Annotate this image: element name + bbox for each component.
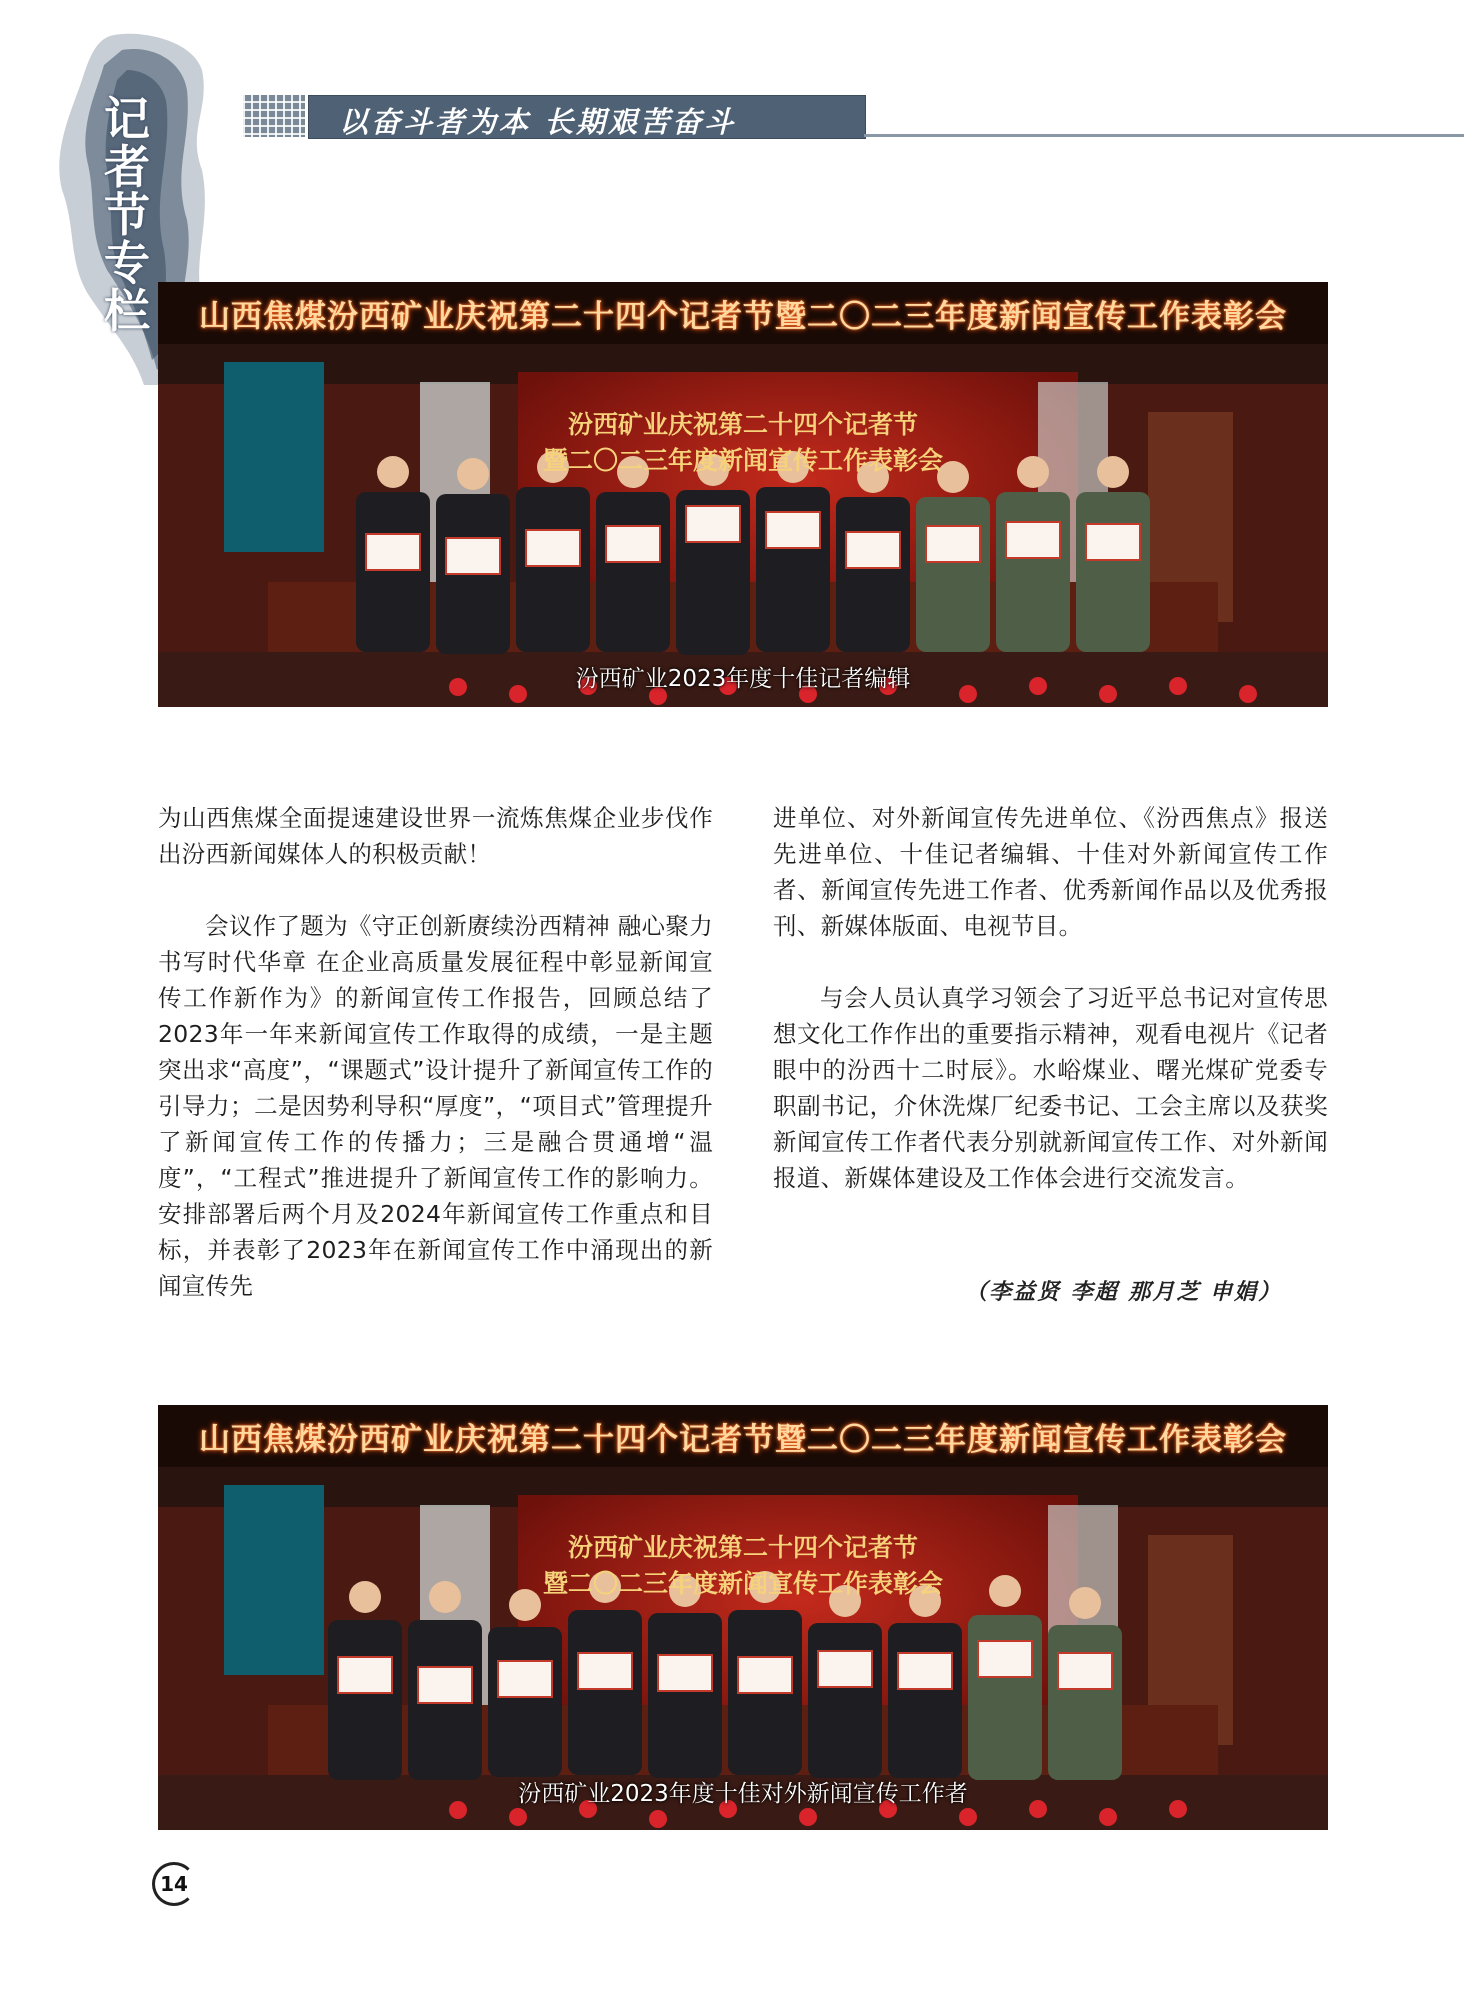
header-grid-decoration bbox=[243, 95, 305, 137]
event-photo-2 bbox=[158, 1405, 1328, 1830]
page-number: 14 bbox=[152, 1862, 196, 1906]
article-column-right bbox=[773, 800, 1328, 1196]
event-photo-2-scene bbox=[158, 1405, 1328, 1830]
column-label-char: 者 bbox=[104, 140, 150, 194]
event-photo-1 bbox=[158, 282, 1328, 707]
column-label-char: 栏 bbox=[104, 284, 150, 338]
slogan-bar bbox=[308, 95, 866, 139]
column-label-char: 记 bbox=[104, 92, 150, 146]
column-label-char: 节 bbox=[104, 188, 150, 242]
led-banner-text: 山西焦煤汾西矿业庆祝第二十四个记者节暨二〇二三年度新闻宣传工作表彰会 bbox=[199, 298, 1287, 335]
column-label-char: 专 bbox=[104, 236, 150, 290]
article-paragraph: 进单位、对外新闻宣传先进单位、《汾西焦点》报送先进单位、十佳记者编辑、十佳对外新闻宣传工作者、新闻宣传先进工作者、优秀新闻作品以及优秀报刊、新媒体版面、电视节目。 bbox=[773, 804, 1328, 940]
article-column-left bbox=[158, 800, 713, 1304]
stage-title-line2: 暨二〇二三年度新闻宣传工作表彰会 bbox=[542, 1569, 943, 1598]
led-banner-text: 山西焦煤汾西矿业庆祝第二十四个记者节暨二〇二三年度新闻宣传工作表彰会 bbox=[199, 1421, 1287, 1458]
author-byline: （李益贤 李超 那月芝 申娟） bbox=[965, 1279, 1282, 1305]
led-banner bbox=[158, 1405, 1328, 1467]
event-photo-1-scene bbox=[158, 282, 1328, 707]
article-paragraph: 会议作了题为《守正创新赓续汾西精神 融心聚力书写时代华章 在企业高质量发展征程中彰显新闻宣传工作新作为》的新闻宣传工作报告，回顾总结了2023年一年来新闻宣传工作取得的成绩，一是主题突出求“高度”，“课题式”设计提升了新闻宣传工作的引导力；二是因势利导积“厚度”，“项目式”管理提升了新闻宣传工作的传播力；三是融合贯通增“温度”，“工程式”推进提升了新闻宣传工作的影响力。安排部署后两个月及2024年新闻宣传工作重点和目标，并表彰了2023年在新闻宣传工作中涌现出的新闻宣传先 bbox=[158, 912, 713, 1300]
led-banner bbox=[158, 282, 1328, 344]
photo-caption: 汾西矿业2023年度十佳记者编辑 bbox=[575, 666, 911, 692]
photo-caption: 汾西矿业2023年度十佳对外新闻宣传工作者 bbox=[518, 1781, 968, 1807]
stage-title-line1: 汾西矿业庆祝第二十四个记者节 bbox=[567, 1533, 918, 1562]
slogan-text: 以奋斗者为本 长期艰苦奋斗 bbox=[339, 105, 737, 139]
article-paragraph: 与会人员认真学习领会了习近平总书记对宣传思想文化工作作出的重要指示精神，观看电视片《记者眼中的汾西十二时辰》。水峪煤业、曙光煤矿党委专职副书记，介休洗煤厂纪委书记、工会主席以及获奖新闻宣传工作者代表分别就新闻宣传工作、对外新闻报道、新媒体建设及工作体会进行交流发言。 bbox=[773, 984, 1328, 1192]
stage-title-line2: 暨二〇二三年度新闻宣传工作表彰会 bbox=[542, 446, 943, 475]
column-label bbox=[92, 92, 162, 338]
header-rule bbox=[864, 134, 1464, 137]
stage-title-line1: 汾西矿业庆祝第二十四个记者节 bbox=[567, 410, 918, 439]
article-paragraph: 为山西焦煤全面提速建设世界一流炼焦煤企业步伐作出汾西新闻媒体人的积极贡献！ bbox=[158, 804, 713, 868]
